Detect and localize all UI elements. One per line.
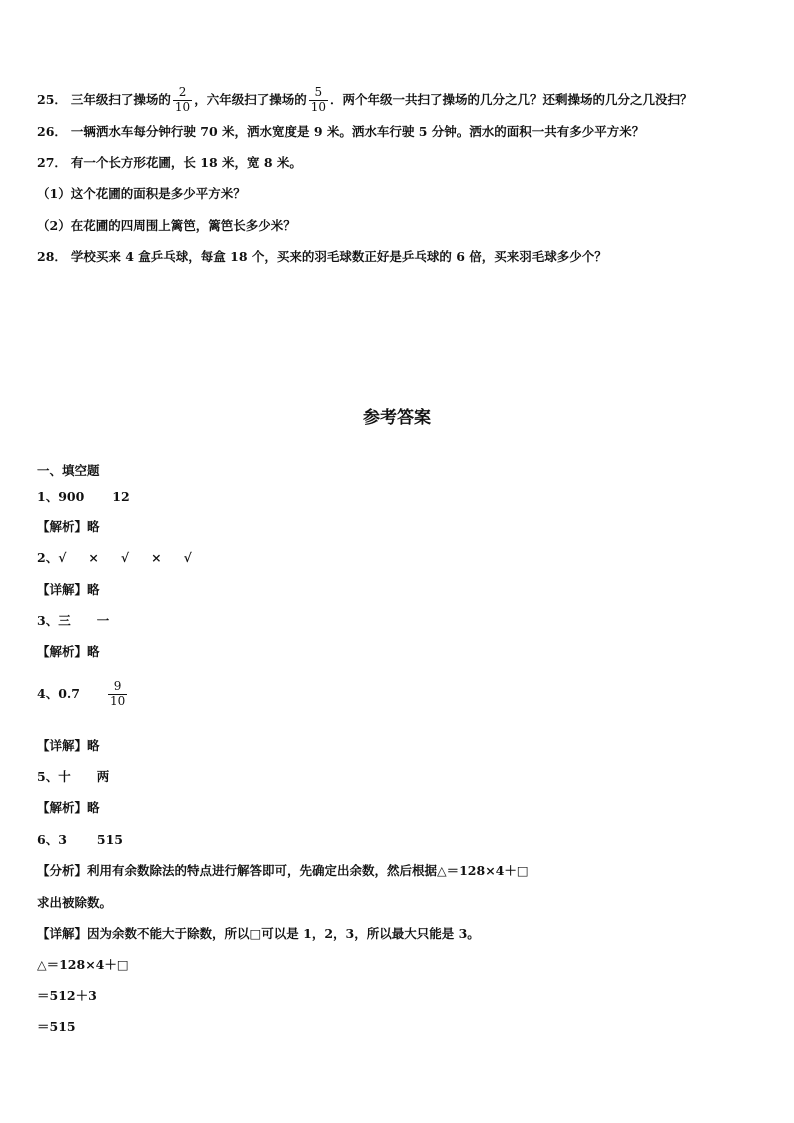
answer-value: √ [120,550,130,565]
denominator: 10 [310,99,326,114]
numerator: 2 [178,85,187,99]
question-text: 有一个长方形花圃，长 18 米，宽 8 米。 [70,155,302,170]
answer-1-note: 【解析】略 [37,519,100,534]
question-27-sub-1: （1）这个花圃的面积是多少平方米？ [37,186,246,201]
answer-label: 3、三 [37,613,71,628]
answer-2-note: 【详解】略 [37,582,100,597]
answer-4-note: 【详解】略 [37,738,100,753]
question-27 [37,157,302,170]
answer-value: × [88,550,99,565]
denominator: 10 [109,693,126,708]
answer-value: 两 [96,769,110,784]
denominator: 10 [174,99,191,114]
answer-value: 一 [96,613,110,628]
answer-3 [37,615,109,628]
answer-5 [37,771,109,784]
fraction [173,86,192,115]
answer-label: 1、900 [37,489,85,504]
section-heading: 一、填空题 [37,463,100,478]
answer-label: 2、√ [37,550,67,565]
answer-6-step: ＝515 [37,1019,76,1034]
answer-5-note: 【解析】略 [37,800,100,815]
answer-2 [37,552,192,565]
question-28 [37,251,607,264]
numerator: 5 [314,85,323,99]
answer-3-note: 【解析】略 [37,644,100,659]
question-26 [37,126,644,139]
numerator: 9 [113,679,122,693]
question-text: 三年级扫了操场的 [70,91,171,107]
answer-label: 5、十 [37,769,71,784]
answer-1 [37,491,130,504]
answer-value: 515 [96,832,123,847]
answer-6-step: ＝512＋3 [37,988,97,1003]
question-number: 26． [37,124,67,139]
question-text: ，六年级扫了操场的 [194,91,307,107]
answer-4 [37,680,129,709]
answer-6-step: △＝128×4＋□ [37,957,129,972]
answer-title: 参考答案 [363,408,431,428]
answer-6 [37,834,123,847]
answer-value: × [151,550,162,565]
answer-label: 6、3 [37,832,67,847]
answer-6-analysis: 【分析】利用有余数除法的特点进行解答即可，先确定出余数，然后根据△＝128×4＋□ [37,863,529,878]
question-text: 一辆洒水车每分钟行驶 70 米，洒水宽度是 9 米。洒水车行驶 5 分钟。洒水的面积一共有多少平方米？ [70,124,645,139]
question-27-sub-2: （2）在花圃的四周围上篱笆，篱笆长多少米？ [37,218,296,233]
question-text: 学校买来 4 盒乒乓球，每盒 18 个，买来的羽毛球数正好是乒乓球的 6 倍，买来羽毛球多少个？ [70,249,607,264]
answer-value: 12 [112,489,130,504]
fraction [309,86,328,115]
answer-6-analysis-cont: 求出被除数。 [37,895,113,910]
answer-6-detail: 【详解】因为余数不能大于除数，所以□可以是 1，2，3，所以最大只能是 3。 [37,926,480,941]
question-number: 27． [37,155,67,170]
question-25 [37,86,693,115]
question-number: 25． [37,91,67,107]
answer-value: √ [183,550,192,565]
answer-label: 4、0.7 [37,685,80,701]
question-number: 28． [37,249,67,264]
question-text: ．两个年级一共扫了操场的几分之几？还剩操场的几分之几没扫？ [330,91,693,107]
fraction [108,680,127,709]
